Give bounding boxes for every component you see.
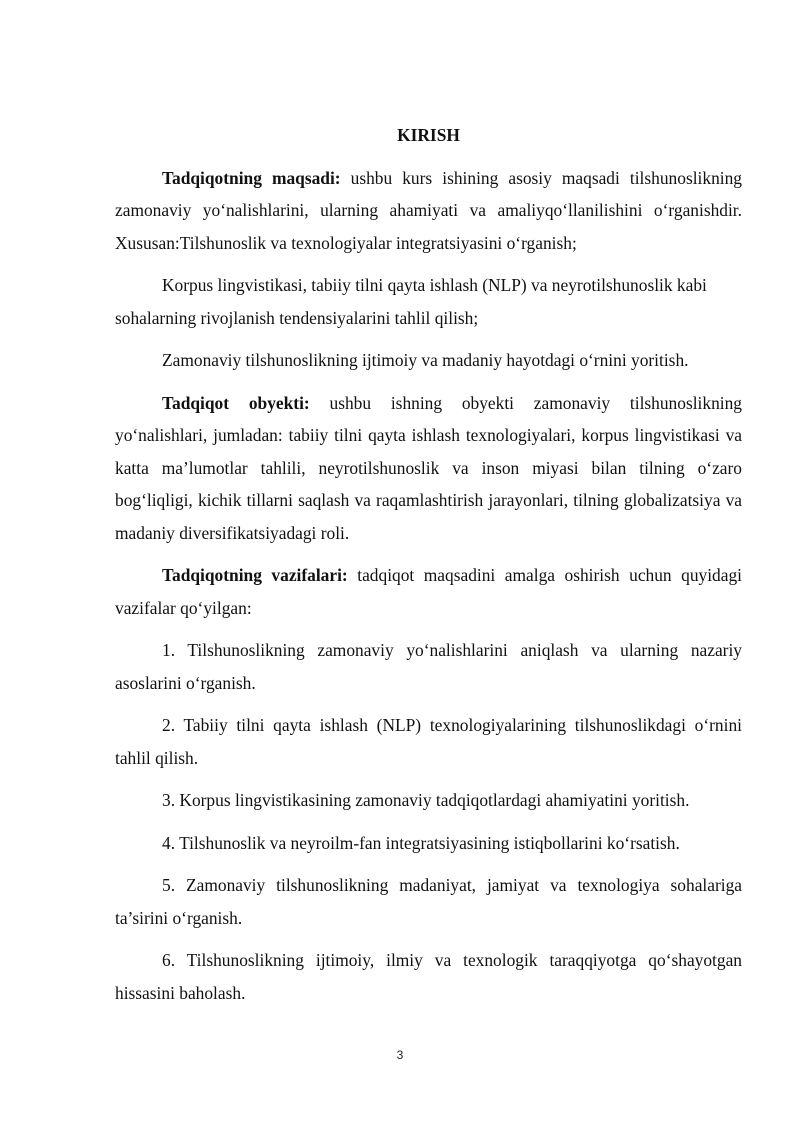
task-text: 6. Tilshunoslikning ijtimoiy, ilmiy va texnologik taraqqiyotga qo‘shayotgan hissasini baholash.	[115, 950, 742, 1003]
paragraph-text: ushbu kurs ishining asosiy maqsadi tilshunoslikning zamonaviy yo‘nalishlarini, ularning ahamiyati va amaliyqo‘llanilishini o‘rganishdir. Xususan:Tilshunoslik va texnologiyalar integratsiyasini o‘rganish;	[115, 167, 742, 253]
paragraph-research-object	[115, 387, 742, 550]
task-item-5	[115, 869, 742, 934]
task-text: 2. Tabiiy tilni qayta ishlash (NLP) texnologiyalarining tilshunoslikdagi o‘rnini tahlil qilish.	[115, 715, 742, 768]
paragraph-text: tadqiqot maqsadini amalga oshirish uchun quyidagi vazifalar qo‘yilgan:	[115, 565, 743, 618]
task-text: 4. Tilshunoslik va neyroilm-fan integratsiyasining istiqbollarini ko‘rsatish.	[162, 832, 680, 853]
page-number: 3	[396, 1048, 404, 1062]
task-item-6	[115, 944, 742, 1009]
task-item-1	[115, 634, 742, 699]
paragraph-research-tasks	[115, 559, 742, 624]
page-content	[115, 119, 742, 1019]
paragraph-social-role	[115, 344, 742, 377]
paragraph-lead: Tadqiqotning maqsadi:	[162, 167, 341, 188]
paragraph-analysis-goal	[115, 269, 742, 334]
paragraph-research-aim	[115, 162, 742, 260]
paragraph-text: Zamonaviy tilshunoslikning ijtimoiy va madaniy hayotdagi o‘rnini yoritish.	[162, 350, 689, 370]
paragraph-lead: Tadqiqot obyekti:	[162, 392, 310, 413]
task-text: 1. Tilshunoslikning zamonaviy yo‘nalishlarini aniqlash va ularning nazariy asoslarini o‘rganish.	[115, 640, 742, 693]
task-text: 5. Zamonaviy tilshunoslikning madaniyat, jamiyat va texnologiya sohalariga ta’sirini o‘rganish.	[115, 875, 742, 928]
task-text: 3. Korpus lingvistikasining zamonaviy tadqiqotlardagi ahamiyatini yoritish.	[162, 790, 690, 810]
task-item-3	[115, 784, 742, 817]
section-title: KIRISH	[397, 125, 460, 145]
paragraph-lead: Tadqiqotning vazifalari:	[162, 565, 348, 585]
paragraph-text: ushbu ishning obyekti zamonaviy tilshunoslikning yo‘nalishlari, jumladan: tabiiy tilni qayta ishlash texnologiyalari, korpus lingvistikasi va katta ma’lumotlar tahlili, neyrotilshunoslik va inson miyasi bilan tilning o‘zaro bog‘liqligi, kichik tillarni saqlash va raqamlashtirish jarayonlari, tilning globalizatsiya va madaniy diversifikatsiyadagi roli.	[115, 392, 742, 543]
task-item-2	[115, 709, 742, 774]
task-item-4	[115, 827, 742, 860]
paragraph-text: Korpus lingvistikasi, tabiiy tilni qayta ishlash (NLP) va neyrotilshunoslik kabi sohalarning rivojlanish tendensiyalarini tahlil qilish;	[115, 275, 707, 328]
